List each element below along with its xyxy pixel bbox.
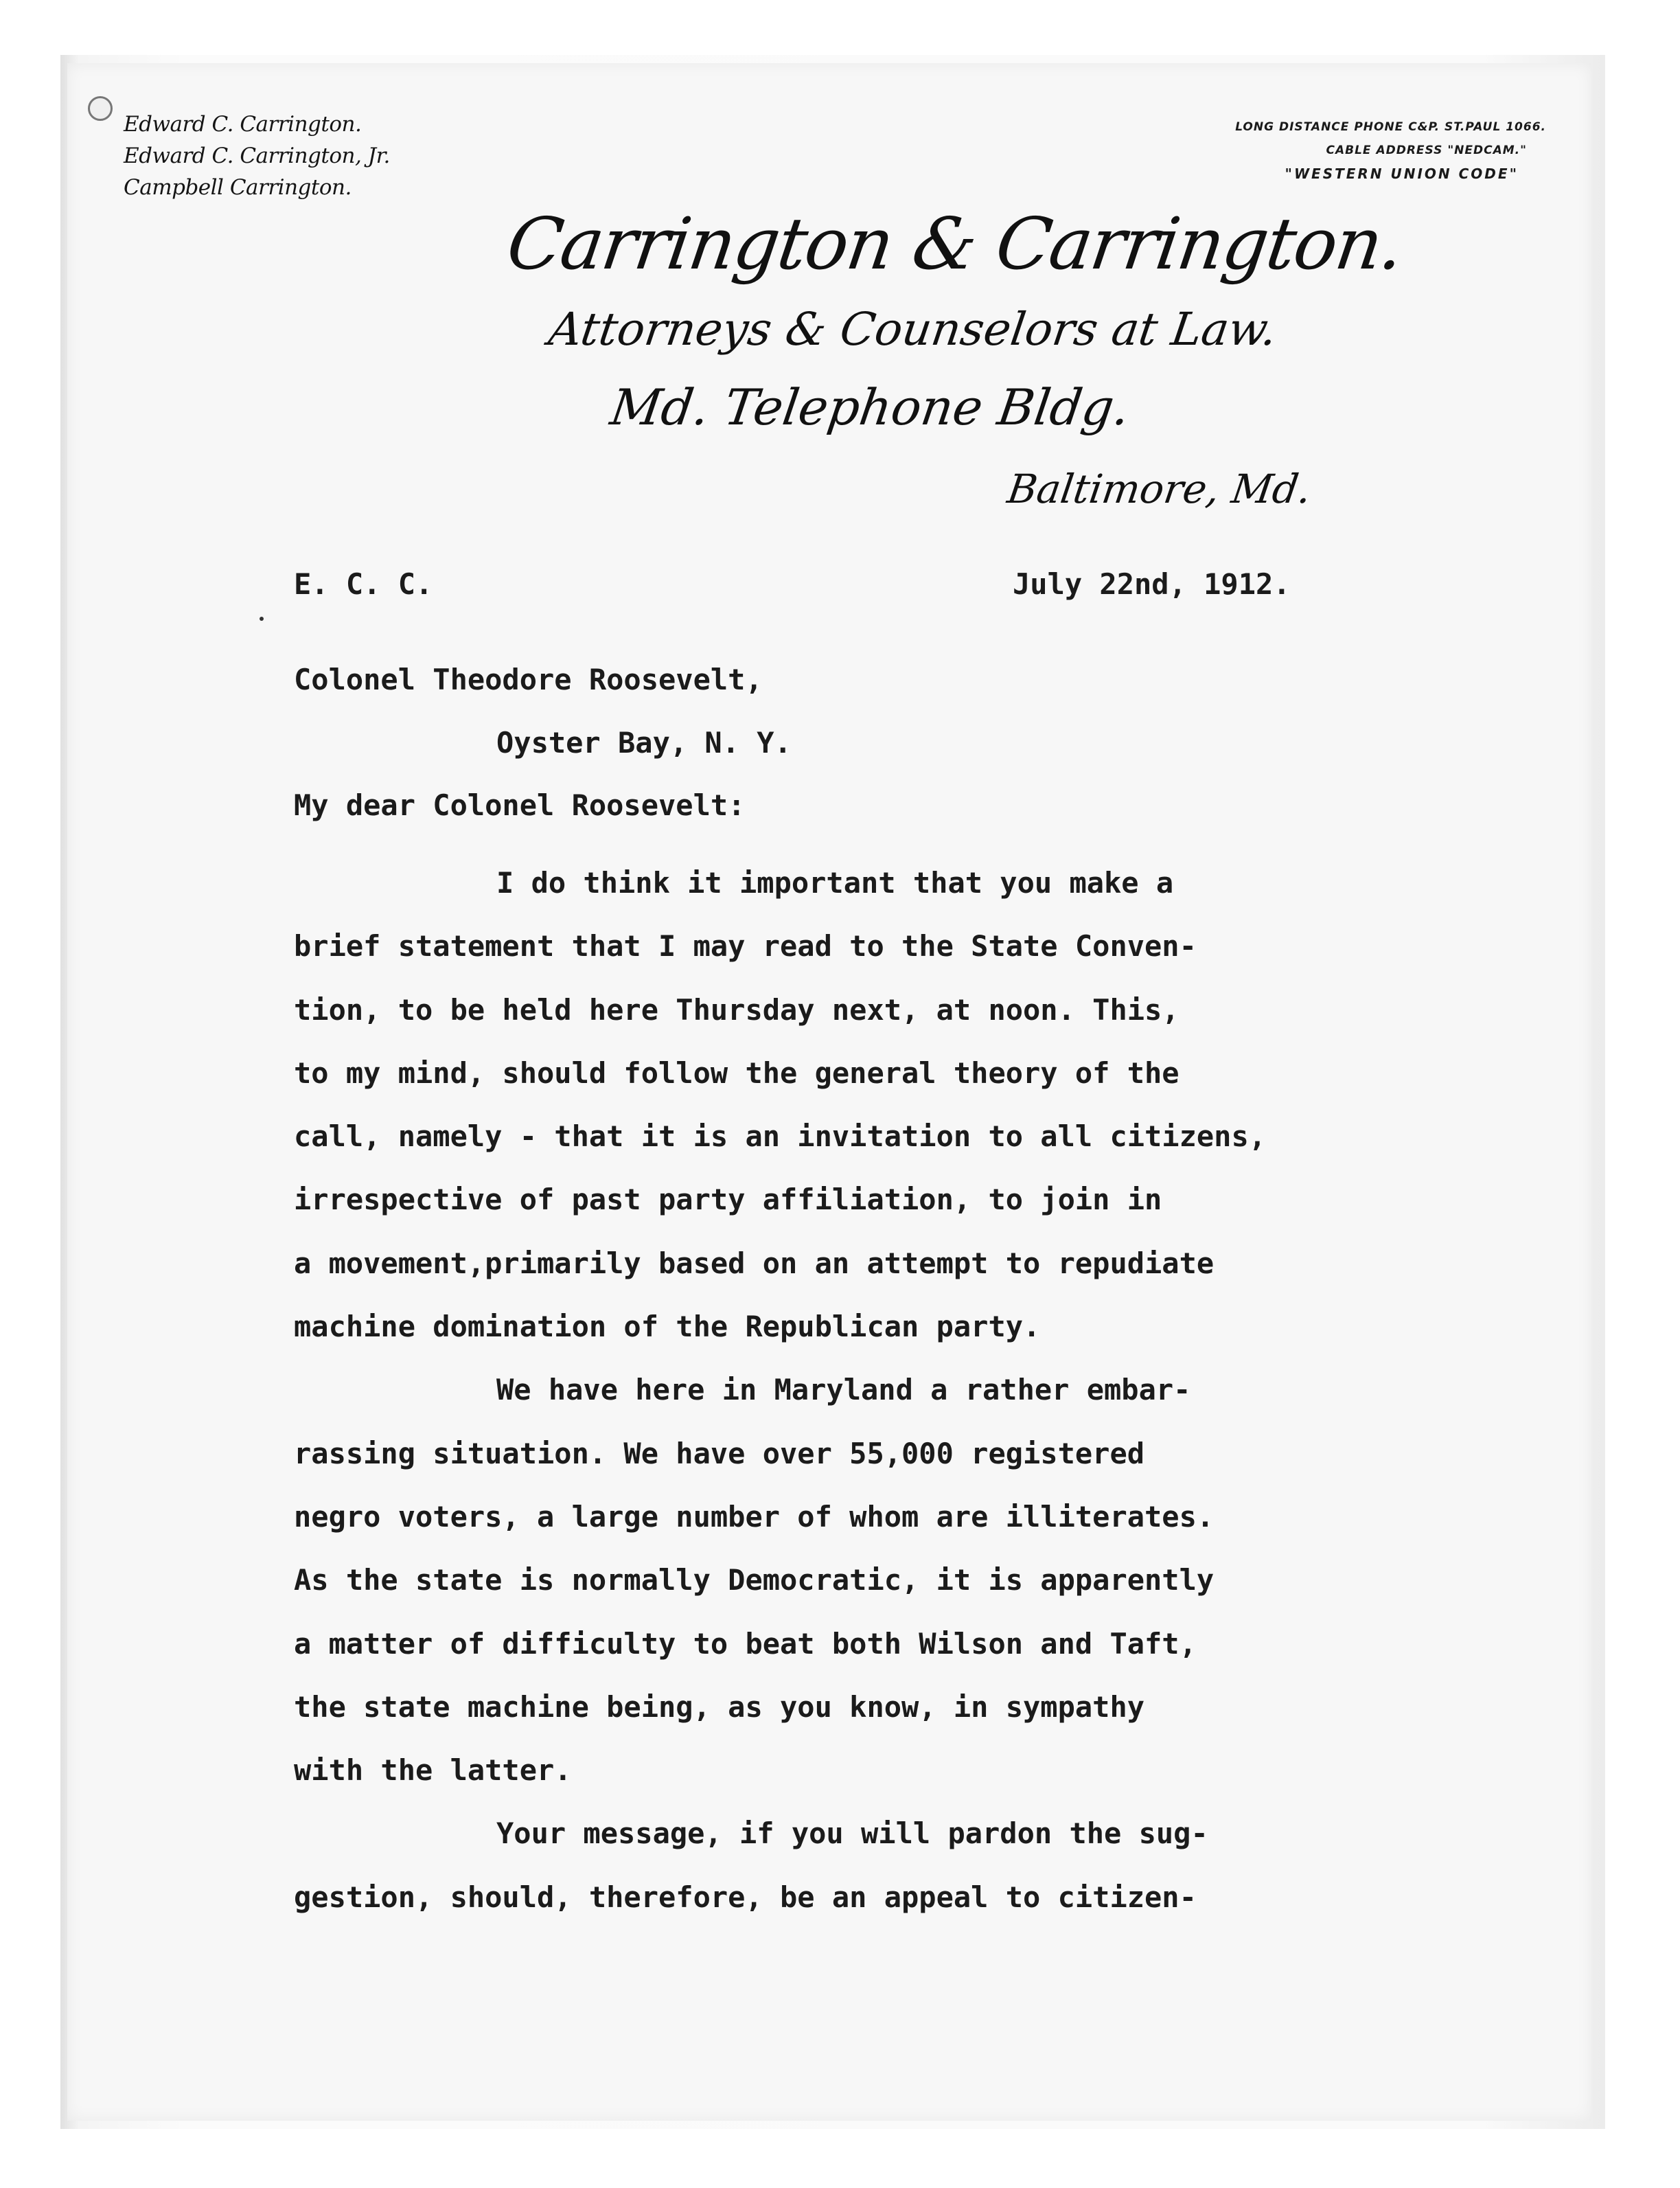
firm-description: Attorneys & Counselors at Law. <box>545 303 1280 356</box>
firm-building: Md. Telephone Bldg. <box>607 378 1134 436</box>
body-line: As the state is normally Democratic, it is apparently <box>294 1563 1215 1597</box>
body-line: to my mind, should follow the general theory of the <box>294 1056 1180 1090</box>
margin-mark <box>260 617 264 621</box>
body-line: a matter of difficulty to beat both Wilson and Taft, <box>294 1626 1197 1661</box>
body-line: with the latter. <box>294 1753 572 1788</box>
partner-names <box>124 109 390 203</box>
phone-line: LONG DISTANCE PHONE C&P. ST.PAUL 1066. <box>1235 120 1546 134</box>
letter-date: July 22nd, 1912. <box>1013 567 1291 601</box>
body-line: gestion, should, therefore, be an appeal to citizen- <box>294 1880 1197 1914</box>
telegraph-code: "WESTERN UNION CODE" <box>1285 166 1519 182</box>
body-line: irrespective of past party affiliation, to join in <box>294 1183 1162 1217</box>
body-line: brief statement that I may read to the State Conven- <box>294 929 1197 964</box>
punch-hole <box>88 96 113 121</box>
firm-city: Baltimore, Md. <box>1004 466 1315 512</box>
letter-body <box>294 852 1475 1929</box>
firm-name: Carrington & Carrington. <box>502 202 1408 286</box>
body-line: rassing situation. We have over 55,000 registered <box>294 1436 1145 1470</box>
body-line: the state machine being, as you know, in sympathy <box>294 1689 1145 1724</box>
body-line: We have here in Maryland a rather embar- <box>496 1373 1191 1407</box>
salutation: My dear Colonel Roosevelt: <box>294 788 746 822</box>
body-line: I do think it important that you make a <box>496 866 1174 900</box>
body-line: a movement,primarily based on an attempt to repudiate <box>294 1246 1215 1280</box>
body-line: Your message, if you will pardon the sug- <box>496 1816 1208 1851</box>
partner-name: Edward C. Carrington, Jr. <box>124 144 390 168</box>
body-line: negro voters, a large number of whom are illiterates. <box>294 1499 1215 1534</box>
reference-initials: E. C. C. <box>294 567 433 601</box>
partner-name: Edward C. Carrington. <box>124 112 362 137</box>
body-line: tion, to be held here Thursday next, at noon. This, <box>294 992 1180 1027</box>
contact-info <box>1235 115 1546 185</box>
body-line: machine domination of the Republican party. <box>294 1310 1041 1344</box>
addressee: Colonel Theodore Roosevelt, <box>294 663 763 696</box>
body-line: call, namely - that it is an invitation to all citizens, <box>294 1119 1267 1154</box>
cable-address: CABLE ADDRESS "NEDCAM." <box>1326 144 1527 157</box>
partner-name: Campbell Carrington. <box>124 175 352 200</box>
address-line: Oyster Bay, N. Y. <box>496 726 792 760</box>
